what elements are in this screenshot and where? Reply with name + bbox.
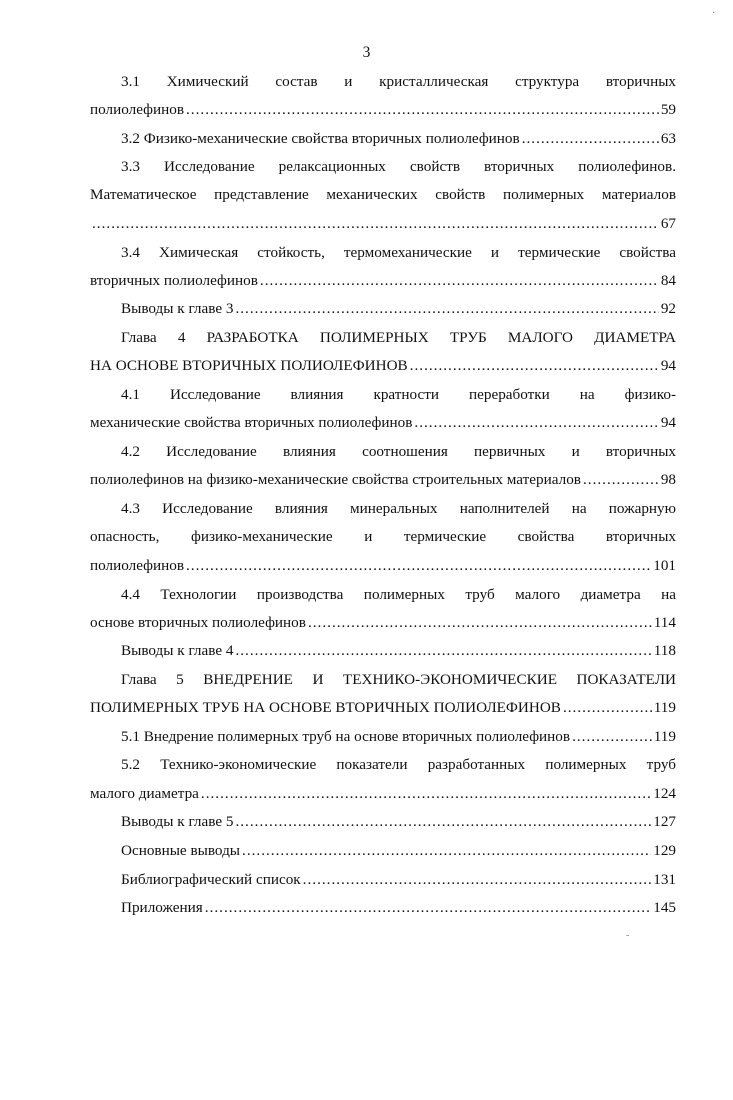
dot-leader [235,812,651,832]
dot-leader [205,898,651,918]
toc-entry-3-1[interactable] [90,100,676,120]
toc-page-number: 131 [653,871,676,888]
dot-leader [92,214,659,234]
toc-entry-3-4-line1: 3.4 Химическая стойкость, термомеханические и термические свойства [121,244,676,261]
toc-entry-4-3[interactable] [90,556,676,576]
dot-leader [414,413,658,433]
toc-page-number: 119 [653,699,676,716]
toc-page-number: 94 [660,357,676,374]
toc-entry-4-4-line1: 4.4 Технологии производства полимерных труб малого диаметра на [121,586,676,603]
toc-entry-5-2-line1: 5.2 Технико-экономические показатели разработанных полимерных труб [121,756,676,773]
dot-leader [583,470,659,490]
toc-page-number: 59 [660,101,676,118]
toc-page-number: 119 [653,728,676,745]
toc-page-number: 84 [660,272,676,289]
toc-entry-3-3-line2: Математическое представление механических свойств полимерных материалов [90,186,676,203]
toc-page-number: 145 [653,899,676,916]
toc-entry-3-4[interactable] [90,271,676,291]
toc-entry-3-2[interactable] [121,129,676,149]
toc-entry-4-2-line1: 4.2 Исследование влияния соотношения первичных и вторичных [121,443,676,460]
toc-entry-text: Выводы к главе 5 [121,813,234,830]
toc-page-number: 63 [660,130,676,147]
dot-leader [235,641,651,661]
toc-page-number: 127 [653,813,676,830]
dot-leader [563,698,652,718]
toc-page-number: 129 [653,842,676,859]
toc-page-number: 101 [653,557,676,574]
toc-page-number: 118 [653,642,676,659]
toc-entry-text: Выводы к главе 4 [121,642,234,659]
toc-chapter-4-line1: Глава 4 РАЗРАБОТКА ПОЛИМЕРНЫХ ТРУБ МАЛОГО ДИАМЕТРА [121,329,676,346]
toc-page-number: 67 [660,215,676,232]
toc-chapter-5-line1: Глава 5 ВНЕДРЕНИЕ И ТЕХНИКО-ЭКОНОМИЧЕСКИЕ ПОКАЗАТЕЛИ [121,671,676,688]
scan-speck: · [712,8,716,19]
toc-chapter-5[interactable] [90,698,676,718]
toc-chapter-4[interactable] [90,356,676,376]
toc-entry-text: НА ОСНОВЕ ВТОРИЧНЫХ ПОЛИОЛЕФИНОВ [90,357,408,374]
toc-entry-text: вторичных полиолефинов [90,272,258,289]
toc-entry-text: полиолефинов на физико-механические свойства строительных материалов [90,471,581,488]
toc-entry-text: ПОЛИМЕРНЫХ ТРУБ НА ОСНОВЕ ВТОРИЧНЫХ ПОЛИОЛЕФИНОВ [90,699,561,716]
toc-page-number: 98 [660,471,676,488]
toc-page-number: 94 [660,414,676,431]
toc-entry-appendices[interactable] [121,898,676,918]
toc-entry-conclusions-ch4[interactable] [121,641,676,661]
toc-entry-text: полиолефинов [90,557,184,574]
toc-entry-4-3-line1: 4.3 Исследование влияния минеральных наполнителей на пожарную [121,500,676,517]
toc-entry-3-3[interactable] [90,214,676,234]
toc-entry-text: механические свойства вторичных полиолефинов [90,414,413,431]
dot-leader [410,356,659,376]
toc-entry-bibliography[interactable] [121,870,676,890]
dot-leader [186,100,659,120]
toc-page-number: 114 [653,614,676,631]
toc-entry-5-1[interactable] [121,727,676,747]
toc-entry-4-1[interactable] [90,413,676,433]
dot-leader [235,299,658,319]
toc-entry-text: 3.2 Физико-механические свойства вторичных полиолефинов [121,130,520,147]
toc-entry-3-3-line1: 3.3 Исследование релаксационных свойств вторичных полиолефинов. [121,158,676,175]
toc-entry-text: Основные выводы [121,842,241,859]
dot-leader [242,841,651,861]
toc-entry-text: Библиографический список [121,871,301,888]
dot-leader [186,556,651,576]
toc-entry-4-3-line2: опасность, физико-механические и термические свойства вторичных [90,528,676,545]
dot-leader [260,271,659,291]
toc-entry-main-conclusions[interactable] [121,841,676,861]
toc-entry-4-1-line1: 4.1 Исследование влияния кратности переработки на физико- [121,386,676,403]
page-number: 3 [362,44,371,61]
toc-entry-conclusions-ch5[interactable] [121,812,676,832]
toc-entry-conclusions-ch3[interactable] [121,299,676,319]
dot-leader [572,727,652,747]
toc-entry-text: Выводы к главе 3 [121,300,234,317]
toc-entry-3-1-line1: 3.1 Химический состав и кристаллическая структура вторичных [121,73,676,90]
toc-entry-text: 5.1 Внедрение полимерных труб на основе вторичных полиолефинов [121,728,571,745]
toc-entry-text: Приложения [121,899,203,916]
toc-entry-4-2[interactable] [90,470,676,490]
dot-leader [201,784,651,804]
dot-leader [303,870,652,890]
dot-leader [308,613,652,633]
toc-page-number: 92 [660,300,676,317]
toc-entry-5-2[interactable] [90,784,676,804]
toc-page-number: 124 [653,785,676,802]
toc-entry-text: основе вторичных полиолефинов [90,614,306,631]
dot-leader [522,129,659,149]
toc-entry-4-4[interactable] [90,613,676,633]
scan-speck: - [626,930,630,941]
toc-entry-text: малого диаметра [90,785,199,802]
toc-entry-text: полиолефинов [90,101,184,118]
